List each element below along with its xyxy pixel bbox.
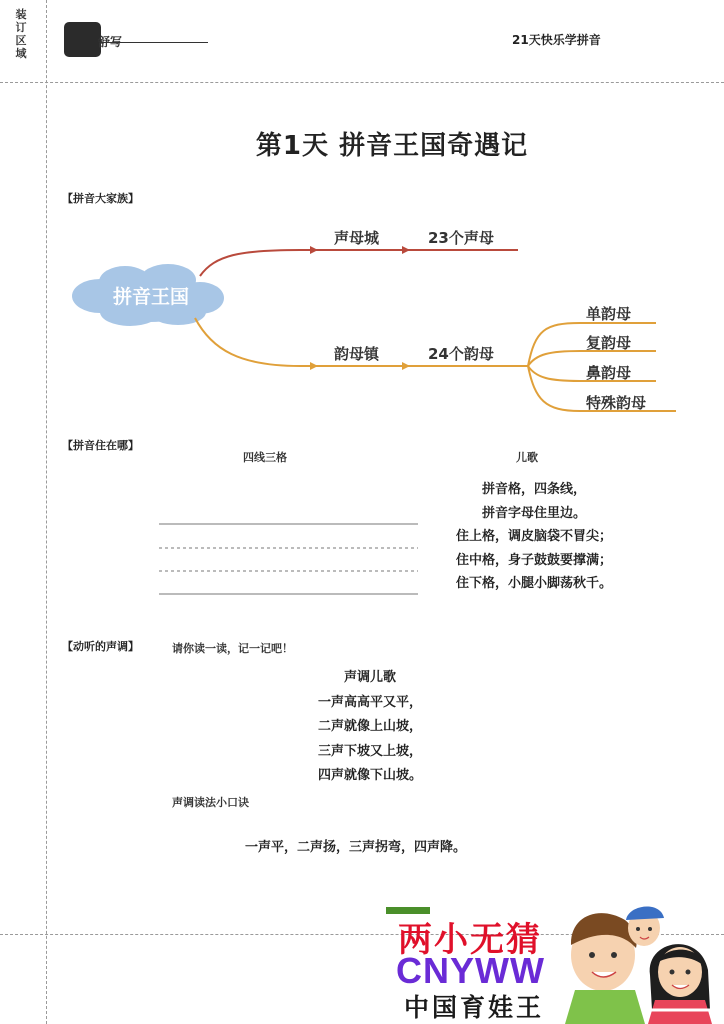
song-line: 住中格，身子鼓鼓要撑满；: [455, 552, 612, 568]
leaf-item: 鼻韵母: [586, 364, 632, 382]
page-title: 第1天 拼音王国奇遇记: [255, 131, 529, 161]
tone-tips: 一声平，二声扬，三声拐弯，四声降。: [245, 840, 467, 855]
song-heading: 儿歌: [516, 451, 538, 464]
mindmap-root: 拼音王国: [112, 286, 189, 308]
watermark-name: 中国育娃王: [404, 993, 545, 1022]
song-line: 住上格，调皮脑袋不冒尖；: [455, 529, 612, 544]
arrow-icon: [310, 246, 318, 254]
branch-bottom-count: 24个韵母: [428, 345, 494, 363]
brand-name: 舒写: [98, 35, 123, 49]
pinyin-song: [434, 478, 634, 596]
watermark-slogan: 两小无猜: [398, 920, 542, 960]
section-label-family: 【拼音大家族】: [62, 192, 139, 205]
arrow-icon: [402, 362, 410, 370]
branch-bottom-name: 韵母镇: [334, 345, 380, 363]
song-line: 拼音格，四条线，: [481, 482, 586, 497]
binding-area-label: 装订区域: [15, 8, 27, 60]
branch-top-count: 23个声母: [428, 229, 494, 247]
tone-song: [290, 666, 450, 789]
song-line: 二声就像上山坡，: [317, 719, 422, 734]
song-line: 住下格，小腿小脚荡秋千。: [455, 576, 612, 591]
arrow-icon: [402, 246, 410, 254]
song-line: 拼音字母住里边。: [481, 505, 586, 521]
watermark-brand: CNYWW: [396, 950, 545, 991]
branch-line-top: [200, 250, 518, 276]
section-label-tones: 【动听的声调】: [62, 640, 139, 653]
song-line: 三声下坡又上坡，: [317, 743, 422, 759]
leaf-item: 单韵母: [586, 305, 632, 323]
arrow-icon: [310, 362, 318, 370]
section-label-home: 【拼音住在哪】: [62, 439, 139, 452]
leaf-item: 特殊韵母: [586, 394, 647, 412]
tone-song-title: 声调儿歌: [343, 670, 396, 685]
leaf-item: 复韵母: [586, 334, 632, 352]
branch-top-name: 声母城: [334, 229, 380, 247]
grid-heading: 四线三格: [243, 451, 287, 464]
tones-instruction: 请你读一读，记一记吧！: [172, 642, 293, 655]
tips-label: 声调读法小口诀: [172, 796, 249, 809]
series-title: 21天快乐学拼音: [512, 33, 601, 47]
song-line: 四声就像下山坡。: [317, 768, 422, 783]
song-line: 一声高高平又平，: [317, 694, 422, 710]
four-line-grid: [159, 524, 418, 594]
